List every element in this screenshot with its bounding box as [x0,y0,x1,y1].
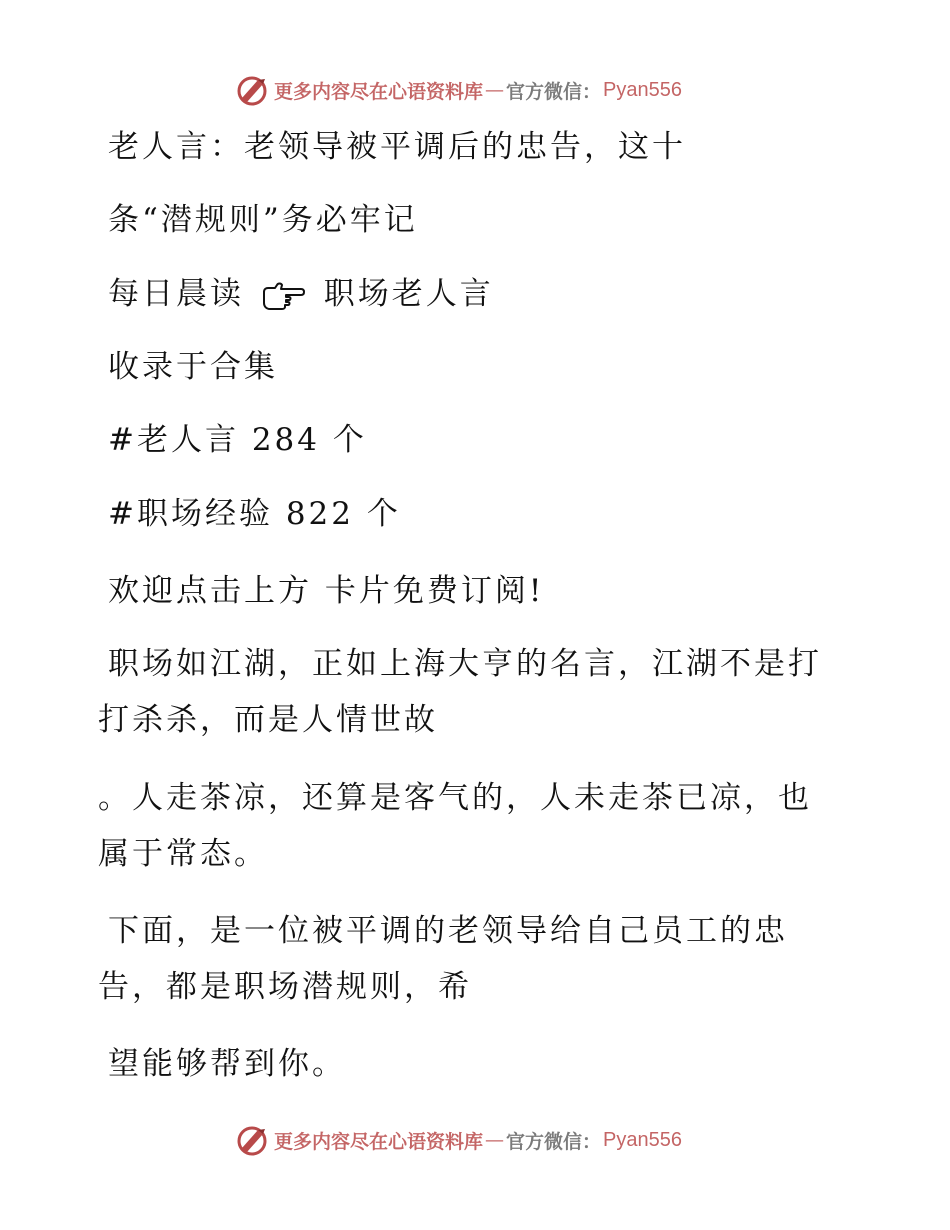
tag-old-sayings[interactable]: #老人言 284 个 [108,422,367,458]
banner-wechat-label: 官方微信： [506,1130,602,1153]
paragraph-3-line-1: 下面，是一位被平调的老领导给自己员工的忠 [108,913,788,949]
paragraph-2-line-2: 属于常态。 [98,836,268,872]
banner-promo-text: 更多内容尽在心语资料库 [274,1130,484,1153]
paragraph-2-line-1: 。人走茶凉，还算是客气的，人未走茶已凉，也 [98,780,812,816]
banner-promo-text: 更多内容尽在心语资料库 [274,80,484,103]
footer-banner [236,1123,682,1157]
banner-separator: — [485,1129,505,1151]
header-banner [236,73,682,107]
pen-logo-icon [236,74,268,106]
banner-separator: — [485,79,505,101]
series-line [108,274,494,314]
banner-wechat-id: Pyan556 [603,78,682,101]
pointing-hand-icon [261,282,305,310]
banner-wechat-label: 官方微信： [506,80,602,103]
paragraph-3-line-2: 告，都是职场潜规则，希 [98,969,472,1005]
series-prefix: 每日晨读 [108,276,244,312]
collection-label: 收录于合集 [108,349,278,385]
paragraph-1-line-2: 打杀杀，而是人情世故 [98,702,438,738]
series-name: 职场老人言 [323,276,494,312]
title-line-1: 老人言：老领导被平调后的忠告，这十 [108,129,686,165]
banner-wechat-id: Pyan556 [603,1128,682,1151]
paragraph-4-line-1: 望能够帮到你。 [108,1046,346,1082]
paragraph-1-line-1: 职场如江湖，正如上海大亨的名言，江湖不是打 [108,646,822,682]
subscribe-prompt: 欢迎点击上方 卡片免费订阅! [108,573,545,609]
title-line-2: 条“潜规则”务必牢记 [108,202,418,238]
tag-workplace-experience[interactable]: #职场经验 822 个 [108,496,401,532]
pen-logo-icon [236,1124,268,1156]
